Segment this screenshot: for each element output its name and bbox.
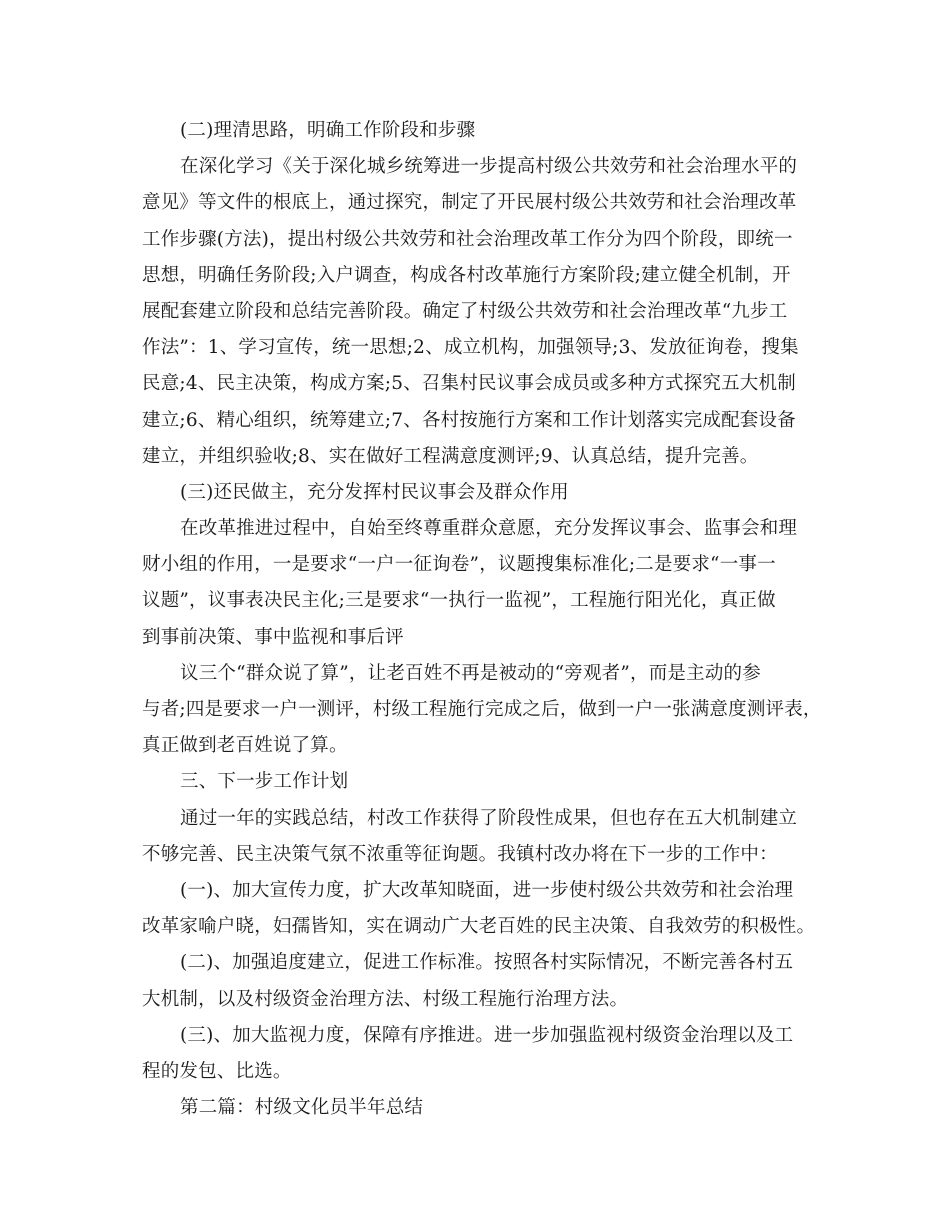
text-line: (三)、加大监视力度，保障有序推进。进一步加强监视村级资金治理以及工 <box>180 1024 794 1046</box>
text-line: 财小组的作用，一是要求“一户一征询卷”，议题搜集标准化;二是要求“一事一 <box>142 554 776 576</box>
text-line: 在改革推进过程中，自始至终尊重群众意愿，充分发挥议事会、监事会和理 <box>180 518 798 540</box>
text-line: 作法”：1、学习宣传，统一思想;2、成立机构，加强领导;3、发放征询卷，搜集 <box>142 337 799 359</box>
text-line: (三)还民做主，充分发挥村民议事会及群众作用 <box>180 481 569 503</box>
text-line: (一)、加大宣传力度，扩大改革知晓面，进一步使村级公共效劳和社会治理 <box>180 879 794 901</box>
text-line: 通过一年的实践总结，村改工作获得了阶段性成果，但也存在五大机制建立 <box>180 807 798 829</box>
text-line: 民意;4、民主决策，构成方案;5、召集村民议事会成员或多种方式探究五大机制 <box>142 373 796 395</box>
text-line: 意见》等文件的根底上，通过探究，制定了开民展村级公共效劳和社会治理改革 <box>142 192 797 214</box>
text-line: 建立;6、精心组织，统筹建立;7、各村按施行方案和工作计划落实完成配套设备 <box>142 409 796 431</box>
text-line: 真正做到老百姓说了算。 <box>142 735 348 757</box>
text-line: 改革家喻户晓，妇孺皆知，实在调动广大老百姓的民主决策、自我效劳的积极性。 <box>142 916 816 938</box>
text-line: 思想，明确任务阶段;入户调查，构成各村改革施行方案阶段;建立健全机制，开 <box>142 264 791 286</box>
text-line: 三、下一步工作计划 <box>180 771 349 793</box>
text-line: 大机制，以及村级资金治理方法、村级工程施行治理方法。 <box>142 988 629 1010</box>
text-line: 第二篇：村级文化员半年总结 <box>180 1097 424 1119</box>
text-line: 不够完善、民主决策气氛不浓重等征询题。我镇村改办将在下一步的工作中： <box>142 843 778 865</box>
text-line: (二)、加强追度建立，促进工作标准。按照各村实际情况，不断完善各村五 <box>180 952 794 974</box>
text-line: 议三个“群众说了算”，让老百姓不再是被动的“旁观者”，而是主动的参 <box>180 662 761 684</box>
text-line: 建立，并组织验收;8、实在做好工程满意度测评;9、认真总结，提升完善。 <box>142 445 759 467</box>
text-line: 在深化学习《关于深化城乡统筹进一步提高村级公共效劳和社会治理水平的 <box>180 156 798 178</box>
document-page <box>142 113 822 1126</box>
text-line: 展配套建立阶段和总结完善阶段。确定了村级公共效劳和社会治理改革“九步工 <box>142 300 788 322</box>
text-line: (二)理清思路，明确工作阶段和步骤 <box>180 120 476 141</box>
text-line: 议题”，议事表决民主化;三是要求“一执行一监视”，工程施行阳光化，真正做 <box>142 590 776 612</box>
text-line: 工作步骤(方法)，提出村级公共效劳和社会治理改革工作分为四个阶段，即统一 <box>142 228 793 250</box>
text-line: 与者;四是要求一户一测评，村级工程施行完成之后，做到一户一张满意度测评表， <box>142 699 822 720</box>
text-line: 到事前决策、事中监视和事后评 <box>142 626 404 648</box>
text-line: 程的发包、比选。 <box>142 1060 292 1082</box>
